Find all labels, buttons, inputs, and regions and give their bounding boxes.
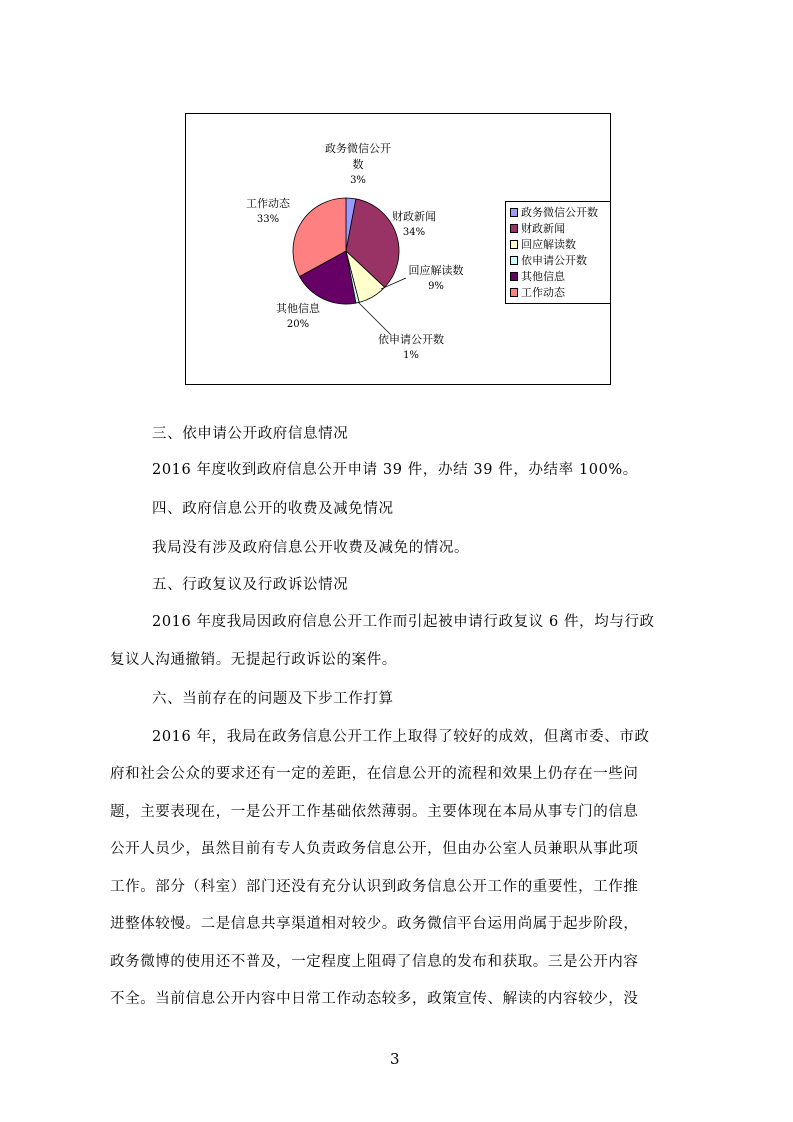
legend-item — [510, 252, 607, 268]
paragraph-line: 公开人员少，虽然目前有专人负责政务信息公开，但由办公室人员兼职从事此项 — [110, 841, 639, 857]
legend-item — [510, 268, 607, 284]
slice-label: 数 — [352, 158, 364, 171]
legend-label: 工作动态 — [521, 286, 565, 299]
chart-legend — [505, 201, 611, 304]
paragraph-line: 2016 年度我局因政府信息公开工作而引起被申请行政复议 6 件，均与行政 — [152, 614, 655, 630]
slice-percent-label: 20% — [286, 319, 310, 330]
slice-percent-label: 9% — [428, 281, 444, 292]
paragraph-line: 复议人沟通撤销。无提起行政诉讼的案件。 — [110, 652, 397, 668]
section-heading-5: 五、行政复议及行政诉讼情况 — [152, 577, 349, 593]
legend-swatch — [510, 224, 518, 233]
slice-label: 工作动态 — [246, 197, 290, 210]
legend-swatch — [510, 240, 518, 249]
legend-label: 政务微信公开数 — [521, 206, 598, 219]
slice-label: 财政新闻 — [392, 210, 436, 223]
slice-percent-label: 3% — [350, 175, 366, 186]
paragraph-line: 政务微博的使用还不普及，一定程度上阻碍了信息的发布和获取。三是公开内容 — [110, 954, 639, 970]
slice-percent-label: 33% — [256, 214, 280, 225]
section-heading-3: 三、依申请公开政府信息情况 — [152, 426, 349, 442]
paragraph-line: 不全。当前信息公开内容中日常工作动态较多，政策宣传、解读的内容较少，没 — [110, 991, 639, 1007]
legend-swatch — [510, 256, 518, 265]
paragraph-line: 工作。部分（科室）部门还没有充分认识到政务信息公开工作的重要性，工作推 — [110, 879, 639, 895]
paragraph-line: 我局没有涉及政府信息公开收费及减免的情况。 — [152, 540, 470, 556]
legend-swatch — [510, 208, 518, 217]
pie-chart-frame — [185, 113, 611, 385]
legend-item — [510, 284, 607, 300]
leader-line — [358, 302, 391, 335]
section-heading-4: 四、政府信息公开的收费及减免情况 — [152, 501, 394, 517]
paragraph-line: 进整体较慢。二是信息共享渠道相对较少。政务微信平台运用尚属于起步阶段， — [110, 916, 639, 932]
paragraph-line: 2016 年度收到政府信息公开申请 39 件，办结 39 件，办结率 100%。 — [152, 462, 638, 478]
legend-label: 财政新闻 — [521, 222, 565, 235]
legend-swatch — [510, 288, 518, 297]
slice-label: 依申请公开数 — [378, 333, 444, 346]
slice-percent-label: 34% — [402, 227, 426, 238]
slice-percent-label: 1% — [403, 350, 419, 361]
legend-swatch — [510, 272, 518, 281]
section-heading-6: 六、当前存在的问题及下步工作打算 — [152, 691, 394, 707]
slice-label: 回应解读数 — [408, 264, 464, 277]
paragraph-line: 2016 年，我局在政务信息公开工作上取得了较好的成效，但离市委、市政 — [152, 729, 650, 745]
legend-label: 依申请公开数 — [521, 254, 587, 267]
legend-label: 回应解读数 — [521, 238, 576, 251]
legend-label: 其他信息 — [521, 270, 565, 283]
page-number: 3 — [390, 1050, 400, 1068]
slice-label: 其他信息 — [276, 302, 320, 315]
paragraph-line: 府和社会公众的要求还有一定的差距，在信息公开的流程和效果上仍存在一些问 — [110, 766, 639, 782]
legend-item — [510, 220, 607, 236]
slice-label: 政务微信公开 — [325, 142, 391, 155]
paragraph-line: 题，主要表现在，一是公开工作基础依然薄弱。主要体现在本局从事专门的信息 — [110, 804, 639, 820]
legend-item — [510, 204, 607, 220]
legend-item — [510, 236, 607, 252]
